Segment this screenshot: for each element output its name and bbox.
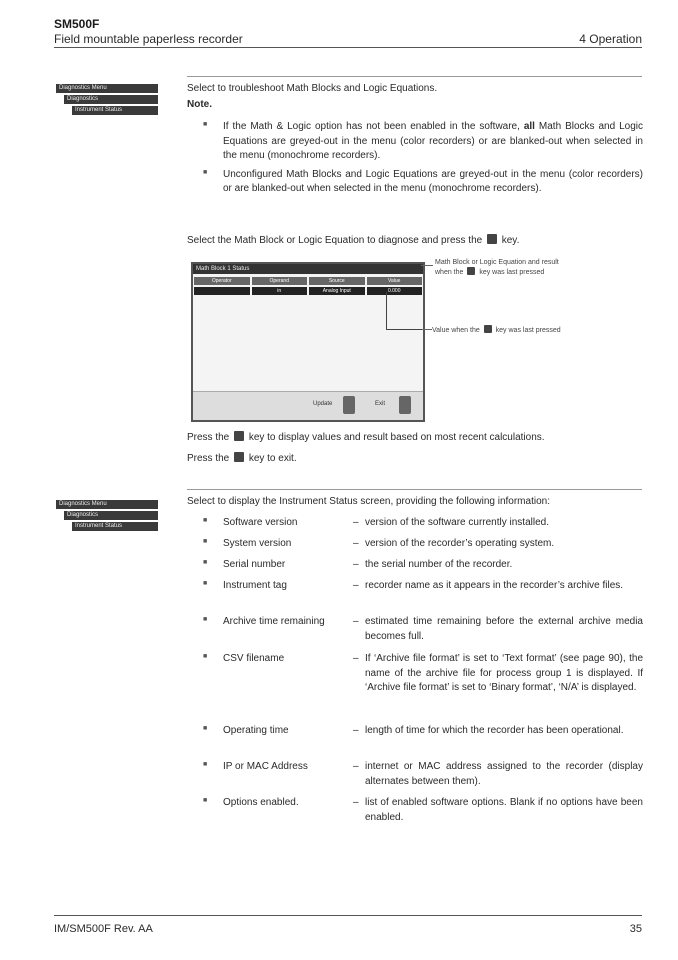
status-item-desc [353,652,643,696]
bullet-icon: ■ [203,725,208,732]
status-item-name: IP or MAC Address [223,761,308,772]
dash-glyph: – [353,559,359,570]
status-item-text: internet or MAC address assigned to the recorder (display alternates between them). [365,761,643,787]
screen-title: Math Block 1 Status [193,264,423,274]
status-item-name: Software version [223,517,298,528]
status-item-name: Operating time [223,725,289,736]
instruction-text: Select the Math Block or Logic Equation to diagnose and press the [187,235,483,246]
menu-path-graphic [56,500,160,540]
status-item-text: estimated time remaining before the external archive media becomes full. [365,616,643,642]
dash-glyph: – [353,538,359,549]
status-item-desc [353,558,643,573]
dash-glyph: – [353,797,359,808]
status-item-desc [353,537,643,552]
menu-path-level-3: Instrument Status [72,106,158,115]
bullet-icon: ■ [203,517,208,524]
bullet-icon: ■ [203,797,208,804]
note-emphasis: all [523,121,535,132]
callout-text: Math Block or Logic Equation and result [435,259,559,266]
note-bullets [203,120,643,201]
callout-result [435,258,645,277]
menu-path-graphic [56,84,160,124]
bullet-icon: ■ [203,761,208,768]
document-code: IM/SM500F Rev. AA [54,923,153,935]
footer-rule [54,915,642,916]
bullet-icon: ■ [203,580,208,587]
dash-glyph: – [353,761,359,772]
callout-text-part: Value when the [432,327,480,334]
table-cell [194,287,250,295]
enter-key-icon [487,234,497,244]
page-number: 35 [629,923,642,935]
status-item-name: CSV filename [223,653,285,664]
note-label: Note. [187,99,212,110]
header-rule [54,47,642,48]
menu-path-level-3: Instrument Status [72,522,158,531]
status-item-desc [353,579,643,594]
callout-value [432,325,642,335]
update-key-icon [484,325,492,333]
menu-path-level-2: Diagnostics [64,95,158,104]
status-intro: Select to display the Instrument Status screen, providing the following information: [187,496,550,507]
section-rule [187,489,642,490]
table-cell: in [252,287,308,295]
note-bullet: ■ Unconfigured Math Blocks and Logic Equations are greyed-out in the menu (color recorders) or are blanked-out when selected in the menu (monochrome recorders). [203,168,643,197]
screen-column-headers [193,277,423,285]
select-instruction [187,234,642,249]
bullet-icon: ■ [203,559,208,566]
exit-softkey-label: Exit [375,401,386,407]
bullet-icon: ■ [203,538,208,545]
status-item-desc [353,516,643,531]
status-item-text: the serial number of the recorder. [365,559,513,570]
menu-path-level-1: Diagnostics Menu [56,500,158,509]
column-header: Source [309,277,365,285]
math-status-screen [191,262,425,422]
status-item-desc [353,724,643,739]
press-exit-instruction [187,452,642,467]
callout-leader [422,329,432,330]
update-key-icon [467,267,475,275]
table-cell: 0.000 [367,287,423,295]
section-title: 4 Operation [579,32,642,46]
note-text: If the Math & Logic option has not been enabled in the software, [223,121,524,132]
dash-glyph: – [353,517,359,528]
math-intro: Select to troubleshoot Math Blocks and Logic Equations. [187,83,438,94]
exit-softkey-icon [399,396,411,414]
menu-path-level-1: Diagnostics Menu [56,84,158,93]
status-item-text: length of time for which the recorder has been operational. [365,725,624,736]
dash-glyph: – [353,580,359,591]
instruction-text: key to exit. [248,453,297,464]
status-item-desc [353,796,643,825]
callout-text-part: key was last pressed [479,269,545,277]
column-header: Operator [194,277,250,285]
status-item-name: Archive time remaining [223,616,325,627]
callout-text-part: key was last pressed [495,327,561,334]
status-item-name: Instrument tag [223,580,287,591]
callout-text [435,267,645,277]
instruction-text: Press the [187,453,230,464]
update-softkey-icon [343,396,355,414]
document-model: SM500F [54,17,100,31]
status-item-text: list of enabled software options. Blank if no options have been enabled. [365,797,643,823]
status-item-desc [353,760,643,789]
bullet-icon: ■ [203,616,208,623]
note-text: Math Blocks and Logic Equations are greyed-out in the menu (color recorders) or are blanked-out when selected in the menu (monochrome recorders). [223,121,644,161]
press-update-instruction [187,431,642,446]
status-item-text: version of the recorder’s operating system. [365,538,555,549]
dash-glyph: – [353,725,359,736]
callout-leader [421,265,433,266]
exit-key-icon [234,452,244,462]
instruction-text: key. [501,235,520,246]
status-item-desc [353,615,643,644]
status-item-name: System version [223,538,292,549]
document-subtitle: Field mountable paperless recorder [54,32,243,46]
status-item-text: recorder name as it appears in the recorder’s archive files. [365,580,624,591]
column-header: Value [367,277,423,285]
update-softkey-label: Update [313,401,333,407]
menu-path-level-2: Diagnostics [64,511,158,520]
instruction-text: key to display values and result based on most recent calculations. [248,432,545,443]
status-item-name: Serial number [223,559,286,570]
callout-text-part: when the [435,269,464,277]
update-key-icon [234,431,244,441]
bullet-icon: ■ [203,653,208,660]
column-header: Operand [252,277,308,285]
dash-glyph: – [353,653,359,664]
table-cell: Analog Input [309,287,365,295]
screen-softkey-bar [193,391,423,420]
status-item-text: If ‘Archive file format’ is set to ‘Text format’ (see page 90), the name of the archive file for process group 1 is displayed. If ‘Archive file format’ is set to ‘Binary format’, ‘N/A’ is displayed. [365,653,643,693]
note-bullet [203,120,643,164]
status-item-text: version of the software currently installed. [365,517,549,528]
section-rule [187,76,642,77]
instruction-text: Press the [187,432,230,443]
dash-glyph: – [353,616,359,627]
status-item-name: Options enabled. [223,797,299,808]
callout-bracket [386,292,423,330]
